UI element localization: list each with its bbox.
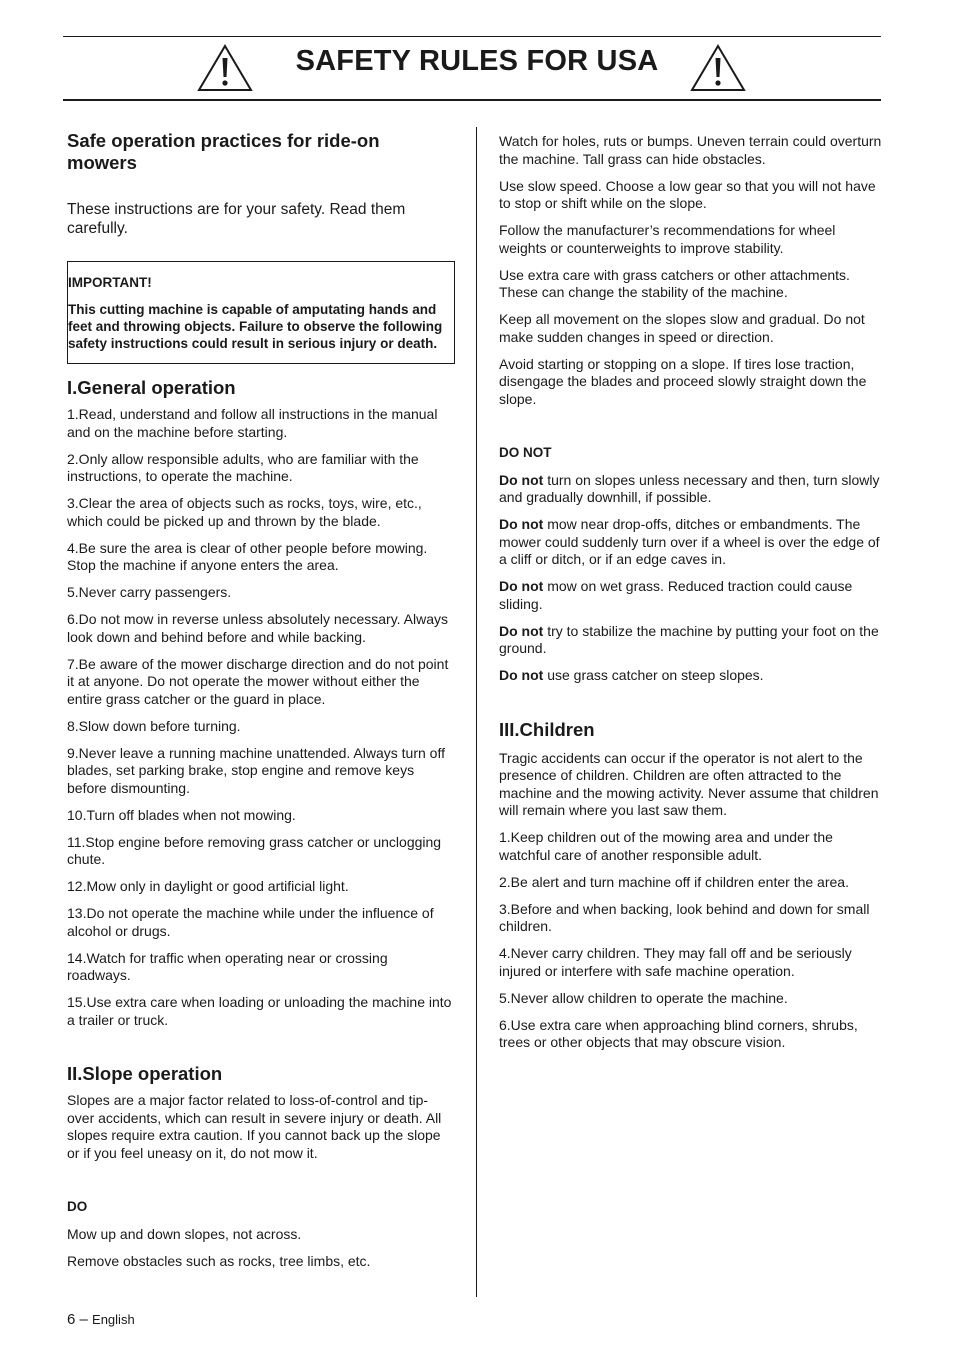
list-item: Watch for holes, ruts or bumps. Uneven terrain could overturn the machine. Tall grass can hide obstacles.	[499, 133, 882, 167]
list-item: Mow up and down slopes, not across.	[67, 1225, 302, 1242]
page-footer	[67, 1311, 135, 1328]
section-heading-safe-operation: Safe operation practices for ride-on mowers	[67, 130, 380, 173]
page-number: 6 –	[67, 1311, 88, 1328]
list-item: Use extra care with grass catchers or other attachments. These can change the stability of the machine.	[499, 266, 850, 300]
right-column	[499, 133, 884, 1052]
list-item: Do not try to stabilize the machine by putting your foot on the ground.	[499, 622, 879, 656]
slope-intro-text: Slopes are a major factor related to loss-of-control and tip-over accidents, which can result in severe injury or death. All slopes require extra caution. If you cannot back up the slope or if you feel uneasy on it, do not mow it.	[67, 1092, 442, 1161]
list-item: 14.Watch for traffic when operating near or crossing roadways.	[67, 949, 388, 983]
list-item: Avoid starting or stopping on a slope. If tires lose traction, disengage the blades and proceed slowly straight down the slope.	[499, 355, 867, 407]
list-item: 10.Turn off blades when not mowing.	[67, 806, 296, 823]
list-item: 4.Be sure the area is clear of other people before mowing. Stop the machine if anyone enters the area.	[67, 539, 428, 573]
page-title: SAFETY RULES FOR USA	[295, 45, 659, 77]
do-not-prefix: Do not	[499, 667, 544, 683]
list-item: 7.Be aware of the mower discharge direction and do not point it at anyone. Do not operate the mower without either the entire grass catcher or the guard in place.	[67, 655, 449, 707]
do-not-prefix: Do not	[499, 471, 544, 488]
header-top-rule	[63, 36, 881, 37]
important-text: This cutting machine is capable of amputating hands and feet and throwing objects. Failure to observe the following safety instructions could result in serious injury or death.	[68, 302, 443, 351]
section-heading-general-operation: I.General operation	[67, 377, 236, 398]
do-not-prefix: Do not	[499, 516, 544, 532]
list-item: 2.Only allow responsible adults, who are familiar with the instructions, to operate the machine.	[67, 450, 419, 484]
list-item: 3.Before and when backing, look behind and down for small children.	[499, 900, 870, 934]
list-item: 8.Slow down before turning.	[67, 717, 241, 734]
section-heading-children: III.Children	[499, 718, 595, 740]
list-item: 3.Clear the area of objects such as rocks, toys, wire, etc., which could be picked up and thrown by the blade.	[67, 495, 422, 529]
list-item: Remove obstacles such as rocks, tree limbs, etc.	[67, 1252, 371, 1269]
list-item: Use slow speed. Choose a low gear so that you will not have to stop or shift while on the slope.	[499, 177, 876, 211]
list-item: 13.Do not operate the machine while under the influence of alcohol or drugs.	[67, 905, 434, 939]
list-item: Do not turn on slopes unless necessary and then, turn slowly and gradually downhill, if possible.	[499, 471, 880, 505]
important-notice-box	[67, 261, 455, 364]
header-bottom-rule	[63, 99, 881, 101]
list-item: 15.Use extra care when loading or unloading the machine into a trailer or truck.	[67, 994, 452, 1028]
footer-language: English	[92, 1312, 135, 1327]
do-not-label: DO NOT	[499, 445, 552, 460]
do-label: DO	[67, 1199, 88, 1214]
list-item: Do not use grass catcher on steep slopes.	[499, 667, 764, 683]
list-item: 2.Be alert and turn machine off if children enter the area.	[499, 873, 849, 890]
list-item: 6.Use extra care when approaching blind corners, shrubs, trees or other objects that may obscure vision.	[499, 1016, 858, 1050]
list-item: Do not mow near drop-offs, ditches or embandments. The mower could suddenly turn over if a wheel is over the edge of a cliff or ditch, or if an edge caves in.	[499, 516, 880, 567]
list-item: 6.Do not mow in reverse unless absolutely necessary. Always look down and behind before and while backing.	[67, 611, 449, 645]
left-column	[67, 130, 454, 1270]
list-item: Keep all movement on the slopes slow and gradual. Do not make sudden changes in speed or direction.	[499, 311, 865, 345]
general-operation-list	[67, 406, 454, 1029]
list-item: 1.Read, understand and follow all instructions in the manual and on the machine before starting.	[67, 406, 438, 440]
list-item: 11.Stop engine before removing grass catcher or unclogging chute.	[67, 833, 442, 867]
list-item: Do not mow on wet grass. Reduced traction could cause sliding.	[499, 578, 853, 612]
list-item: 9.Never leave a running machine unattended. Always turn off blades, set parking brake, stop engine and remove keys before dismounting.	[67, 744, 445, 796]
children-intro-text: Tragic accidents can occur if the operator is not alert to the presence of children. Children are often attracted to the machine and the mowing activity. Never assume that children will remain where you last saw them.	[499, 749, 879, 818]
list-item: Follow the manufacturer’s recommendations for wheel weights or counterweights to improve stability.	[499, 222, 836, 256]
do-not-prefix: Do not	[499, 578, 544, 594]
list-item: 4.Never carry children. They may fall off and be seriously injured or interfere with safe machine operation.	[499, 945, 852, 979]
column-divider	[476, 127, 477, 1297]
important-label: IMPORTANT!	[68, 275, 152, 290]
list-item: 5.Never allow children to operate the machine.	[499, 989, 788, 1006]
list-item: 1.Keep children out of the mowing area and under the watchful care of another responsible adult.	[499, 829, 833, 863]
warning-triangle-icon	[690, 44, 746, 92]
do-not-prefix: Do not	[499, 622, 544, 639]
intro-text: These instructions are for your safety. Read them carefully.	[67, 201, 406, 237]
list-item: 12.Mow only in daylight or good artificial light.	[67, 878, 349, 894]
section-heading-slope-operation: II.Slope operation	[67, 1063, 223, 1084]
list-item: 5.Never carry passengers.	[67, 584, 232, 600]
